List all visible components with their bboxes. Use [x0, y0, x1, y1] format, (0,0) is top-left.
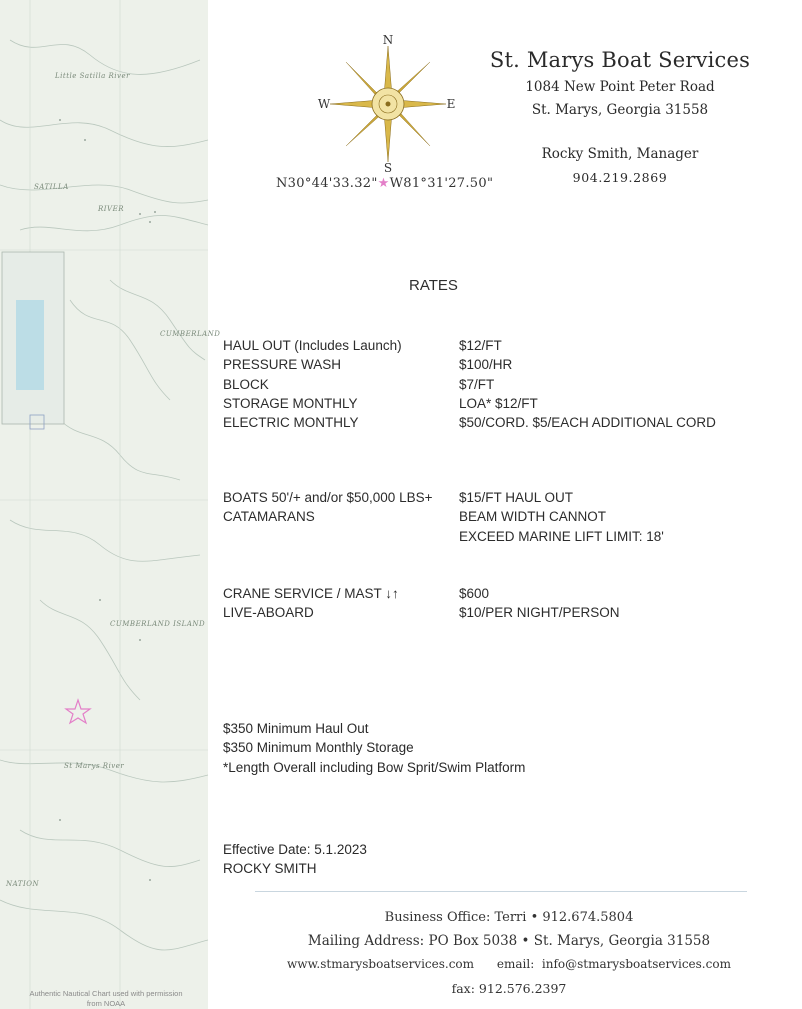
compass-rose-icon	[318, 34, 458, 174]
rate-label: ELECTRIC MONTHLY	[223, 415, 359, 431]
rate-value: $7/FT	[459, 376, 495, 392]
rate-label	[223, 527, 459, 546]
map-label: CUMBERLAND ISLAND	[110, 620, 206, 628]
effective-block	[223, 840, 367, 879]
rate-label: STORAGE MONTHLY	[223, 395, 358, 411]
rate-value: LOA* $12/FT	[459, 395, 538, 411]
map-label: SATILLA	[34, 183, 69, 191]
rate-value: $10/PER NIGHT/PERSON	[459, 605, 620, 621]
rate-row	[223, 355, 716, 374]
map-label: NATION	[6, 880, 40, 888]
rate-label: HAUL OUT (Includes Launch)	[223, 338, 402, 353]
rate-value: $15/FT HAUL OUT	[459, 490, 574, 505]
rate-row	[223, 527, 664, 546]
company-name: St. Marys Boat Services	[489, 48, 751, 72]
business-office: Business Office: Terri • 912.674.5804	[384, 910, 634, 925]
rate-value: EXCEED MARINE LIFT LIMIT: 18'	[459, 528, 664, 544]
rate-label: PRESSURE WASH	[223, 357, 342, 373]
map-label: Little Satilla River	[55, 72, 130, 80]
rates-group-standard	[223, 336, 716, 432]
effective-date: Effective Date: 5.1.2023	[223, 842, 367, 857]
rate-label: BOATS 50'/+ and/or $50,000 LBS+	[223, 490, 433, 505]
phone: 904.219.2869	[572, 170, 668, 185]
compass-s: S	[383, 161, 393, 175]
rate-row	[223, 603, 620, 622]
note-line: $350 Minimum Monthly Storage	[223, 740, 414, 756]
fax: fax: 912.576.2397	[451, 980, 567, 996]
rates-title: RATES	[409, 277, 458, 294]
footer-divider	[255, 891, 747, 892]
map-label: CUMBERLAND	[160, 330, 221, 338]
compass-rose	[318, 34, 458, 174]
mailing-address: Mailing Address: PO Box 5038 • St. Marys, Georgia 31558	[307, 932, 711, 949]
rate-value: $50/CORD. $5/EACH ADDITIONAL CORD	[459, 415, 716, 431]
website-email[interactable]: www.stmarysboatservices.com email: info@stmarysboatservices.com	[287, 957, 731, 971]
rate-value: BEAM WIDTH CANNOT	[459, 509, 606, 525]
compass-n: N	[382, 33, 394, 47]
nautical-chart-graphic	[0, 0, 208, 1009]
rate-row	[223, 413, 716, 432]
note-line: $350 Minimum Haul Out	[223, 721, 369, 736]
note-line: *Length Overall including Bow Sprit/Swim Platform	[223, 759, 526, 775]
map-label: RIVER	[98, 205, 124, 213]
rate-label: CRANE SERVICE / MAST ↓↑	[223, 586, 399, 601]
rate-row	[223, 394, 716, 413]
rate-value: $100/HR	[459, 357, 513, 373]
compass-w: W	[317, 97, 331, 111]
manager: Rocky Smith, Manager	[541, 146, 699, 162]
rates-group-large-boats	[223, 488, 664, 546]
gps-coordinates	[276, 176, 493, 191]
nautical-chart-strip	[0, 0, 221, 1009]
footer-contact	[216, 906, 802, 1000]
rate-label: BLOCK	[223, 376, 269, 392]
map-credit: Authentic Nautical Chart used with permission from NOAA	[29, 989, 183, 1008]
rate-notes	[223, 719, 525, 777]
rate-label: LIVE-ABOARD	[223, 605, 314, 621]
rate-row	[223, 507, 664, 526]
address-line2: St. Marys, Georgia 31558	[531, 102, 709, 118]
rate-label: CATAMARANS	[223, 509, 315, 525]
rate-value: $600	[459, 586, 490, 601]
rate-row	[223, 584, 620, 603]
star-icon: ★	[377, 176, 390, 191]
map-label: St Marys River	[64, 762, 125, 770]
address-line1: 1084 New Point Peter Road	[525, 79, 715, 95]
rates-group-services	[223, 584, 620, 623]
compass-e: E	[446, 97, 456, 111]
company-info	[470, 48, 770, 185]
rate-value: $12/FT	[459, 338, 502, 353]
signed-by: ROCKY SMITH	[223, 861, 317, 877]
rate-row	[223, 336, 716, 355]
longitude: W81°31'27.50"	[389, 176, 494, 191]
location-star-icon	[66, 700, 90, 723]
rate-row	[223, 375, 716, 394]
rate-row	[223, 488, 664, 507]
latitude: N30°44'33.32"	[276, 176, 378, 191]
